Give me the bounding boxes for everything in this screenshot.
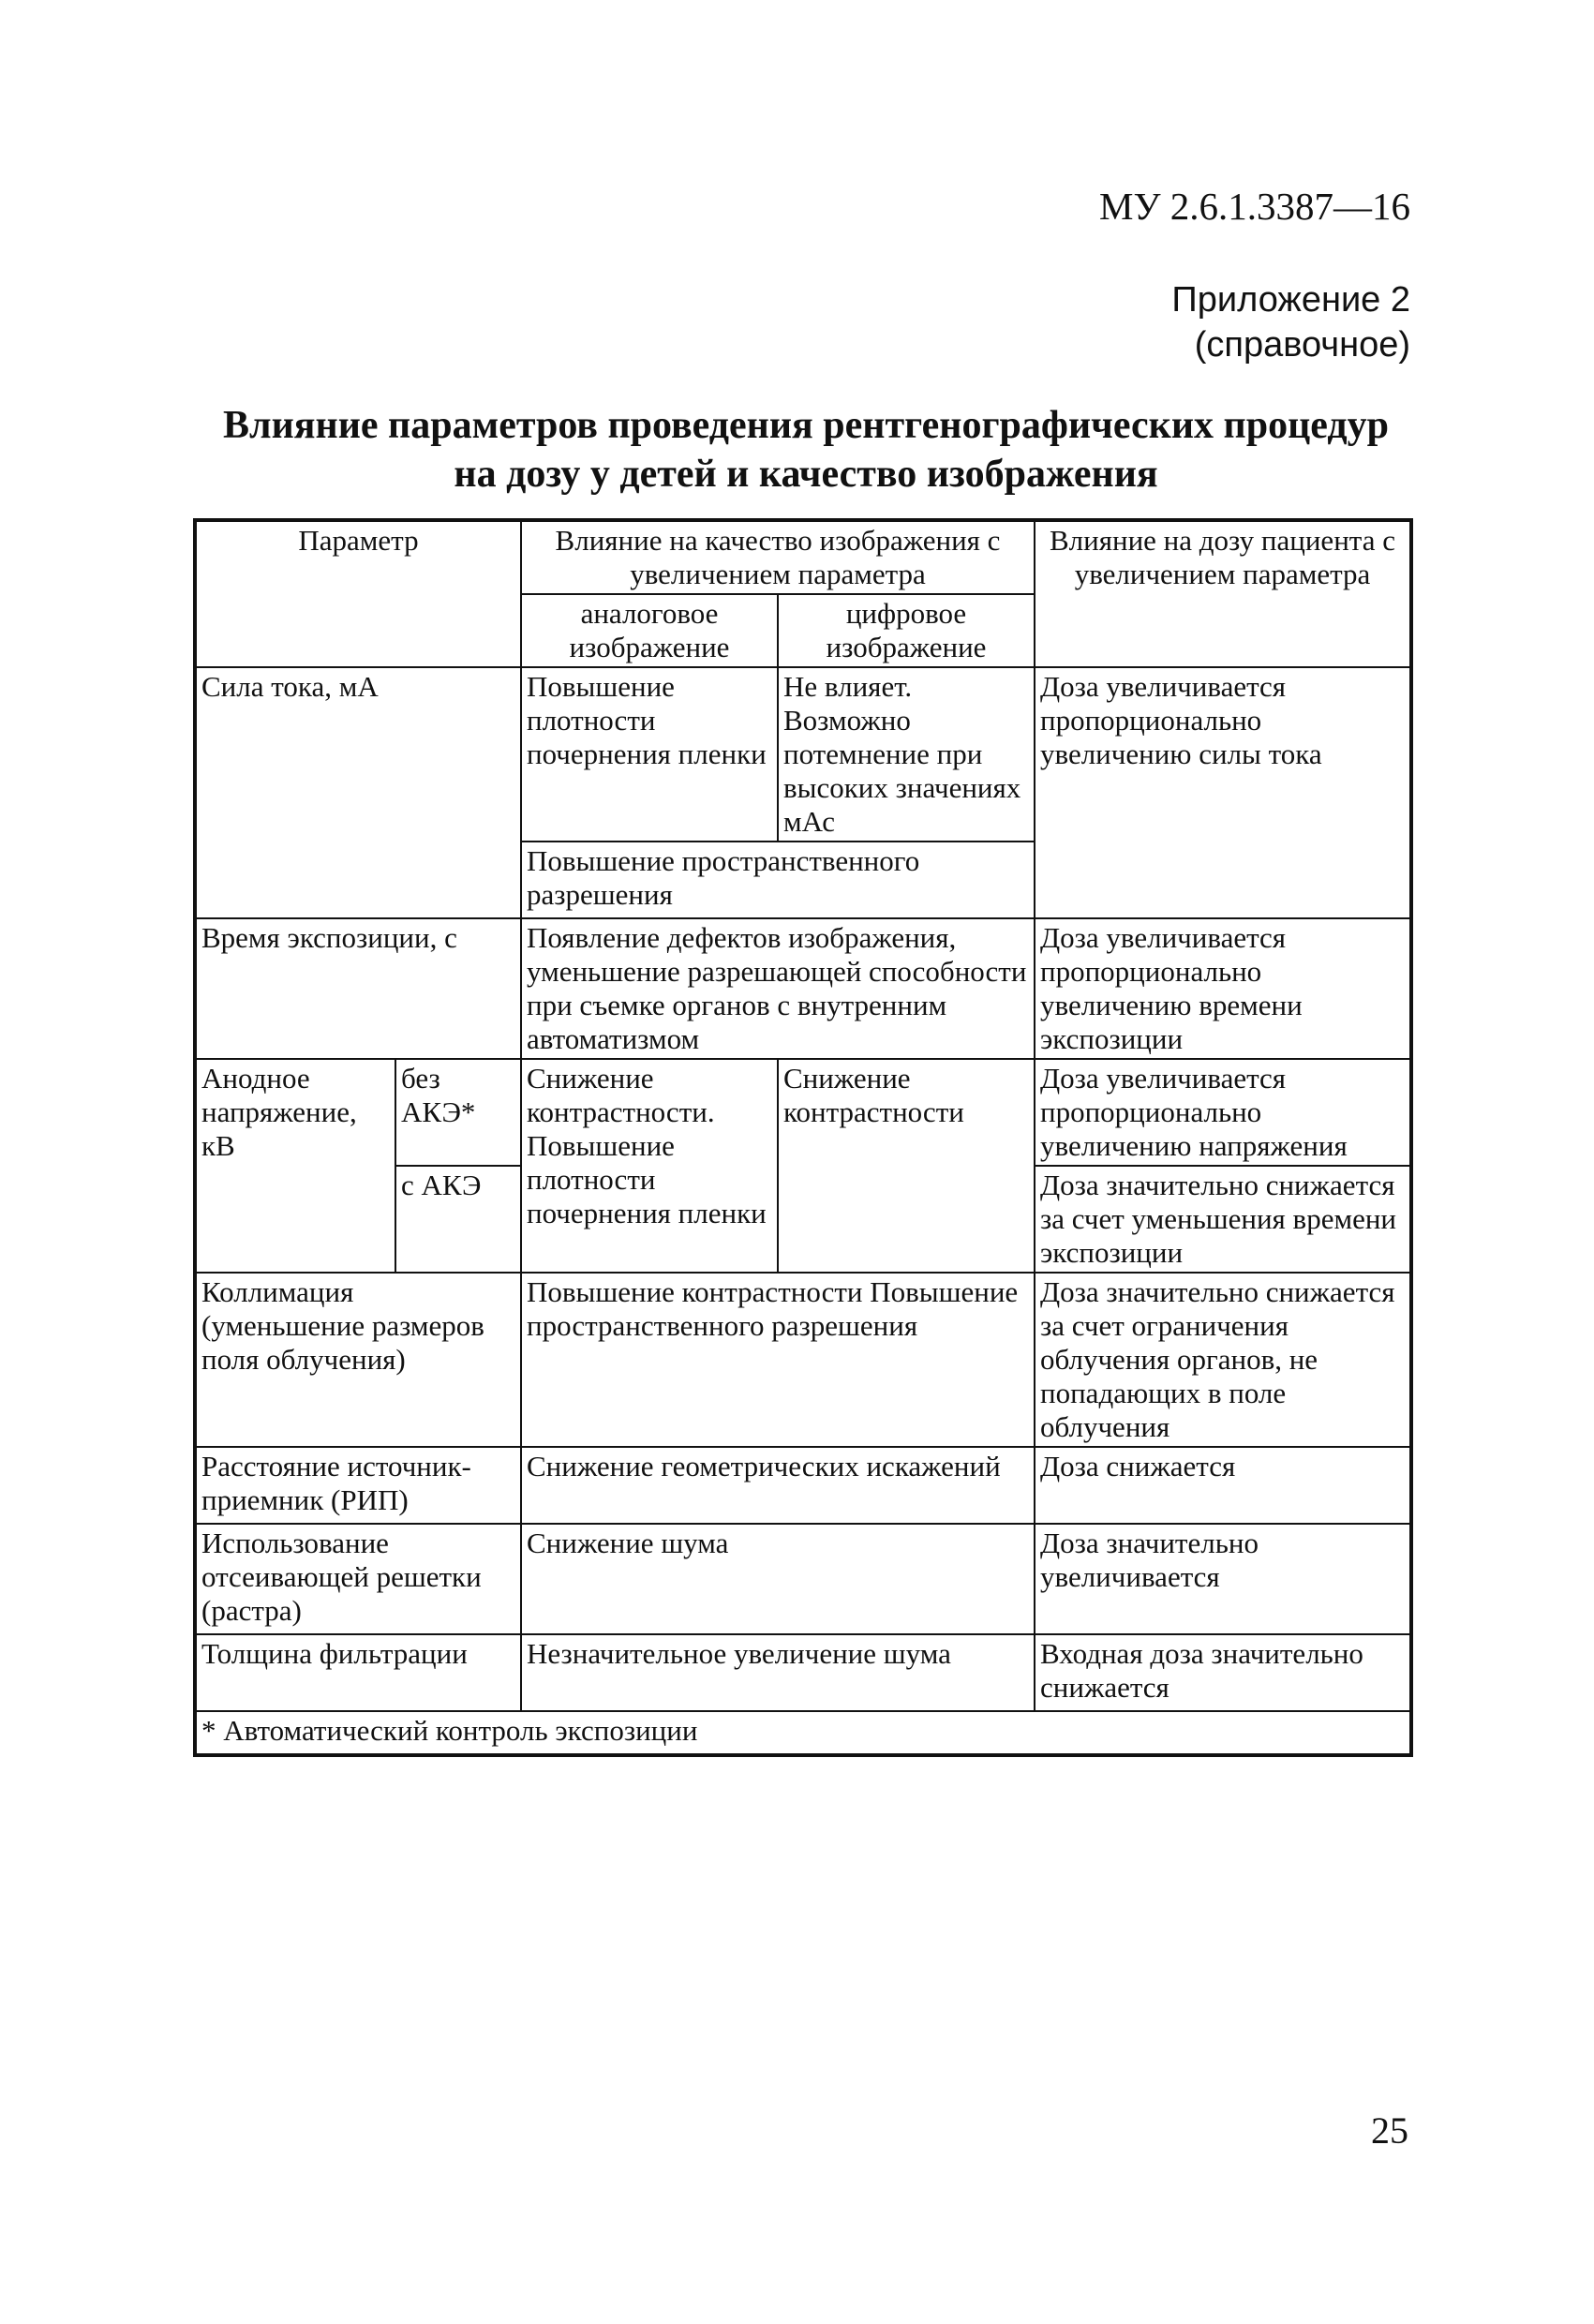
filtration-quality: Незначительное увеличение шума <box>521 1634 1035 1711</box>
header-image-quality: Влияние на качество изображения с увеличением параметра <box>521 520 1035 594</box>
grid-quality: Снижение шума <box>521 1524 1035 1634</box>
param-exposure: Время экспозиции, с <box>195 918 521 1059</box>
appendix-number: Приложение 2 <box>1171 280 1410 320</box>
page-number: 25 <box>1371 2109 1408 2152</box>
exposure-dose: Доза увеличивается пропорционально увеличению времени экспозиции <box>1035 918 1411 1059</box>
table-row-distance <box>195 1447 1411 1524</box>
current-digital: Не влияет. Возможно потемнение при высоких значениях мАс <box>778 667 1035 842</box>
table-row-collimation <box>195 1273 1411 1447</box>
appendix-type: (справочное) <box>1194 325 1410 365</box>
param-grid: Использование отсеивающей решетки (растра) <box>195 1524 521 1634</box>
table-row-footnote <box>195 1711 1411 1755</box>
current-analog: Повышение плотности почернения пленки <box>521 667 778 842</box>
table-row-exposure <box>195 918 1411 1059</box>
header-digital: цифровое изображение <box>778 594 1035 667</box>
collimation-quality: Повышение контрастности Повышение пространственного разрешения <box>521 1273 1035 1447</box>
appendix-label <box>1171 277 1410 367</box>
table-footnote: * Автоматический контроль экспозиции <box>195 1711 1411 1755</box>
distance-dose: Доза снижается <box>1035 1447 1411 1524</box>
header-analog: аналоговое изображение <box>521 594 778 667</box>
current-common: Повышение пространственного разрешения <box>521 842 1035 918</box>
voltage-sub-with-aec: с АКЭ <box>395 1166 521 1273</box>
voltage-dose-without-aec: Доза увеличивается пропорционально увеличению напряжения <box>1035 1059 1411 1166</box>
page-title <box>187 401 1424 499</box>
grid-dose: Доза значительно увеличивается <box>1035 1524 1411 1634</box>
table-row-current <box>195 667 1411 842</box>
param-distance: Расстояние источник-приемник (РИП) <box>195 1447 521 1524</box>
param-filtration: Толщина фильтрации <box>195 1634 521 1711</box>
header-dose: Влияние на дозу пациента с увеличением параметра <box>1035 520 1411 667</box>
table-row-filtration <box>195 1634 1411 1711</box>
voltage-analog: Снижение контрастности. Повышение плотности почернения пленки <box>521 1059 778 1273</box>
table-row-voltage <box>195 1059 1411 1166</box>
param-current: Сила тока, мА <box>195 667 521 918</box>
document-code: МУ 2.6.1.3387—16 <box>1099 185 1410 228</box>
header-parameter: Параметр <box>195 520 521 667</box>
param-voltage: Анодное напряжение, кВ <box>195 1059 395 1273</box>
voltage-dose-with-aec: Доза значительно снижается за счет уменьшения времени экспозиции <box>1035 1166 1411 1273</box>
voltage-sub-without-aec: без АКЭ* <box>395 1059 521 1166</box>
exposure-quality: Появление дефектов изображения, уменьшение разрешающей способности при съемке органов с внутренним автоматизмом <box>521 918 1035 1059</box>
filtration-dose: Входная доза значительно снижается <box>1035 1634 1411 1711</box>
voltage-digital: Снижение контрастности <box>778 1059 1035 1273</box>
parameters-table <box>193 518 1413 1757</box>
current-dose: Доза увеличивается пропорционально увеличению силы тока <box>1035 667 1411 918</box>
title-line-1: Влияние параметров проведения рентгенографических процедур <box>223 404 1389 447</box>
collimation-dose: Доза значительно снижается за счет ограничения облучения органов, не попадающих в поле облучения <box>1035 1273 1411 1447</box>
distance-quality: Снижение геометрических искажений <box>521 1447 1035 1524</box>
param-collimation: Коллимация (уменьшение размеров поля облучения) <box>195 1273 521 1447</box>
header-row-1 <box>195 520 1411 594</box>
title-line-2: на дозу у детей и качество изображения <box>454 453 1158 496</box>
table-row-grid <box>195 1524 1411 1634</box>
